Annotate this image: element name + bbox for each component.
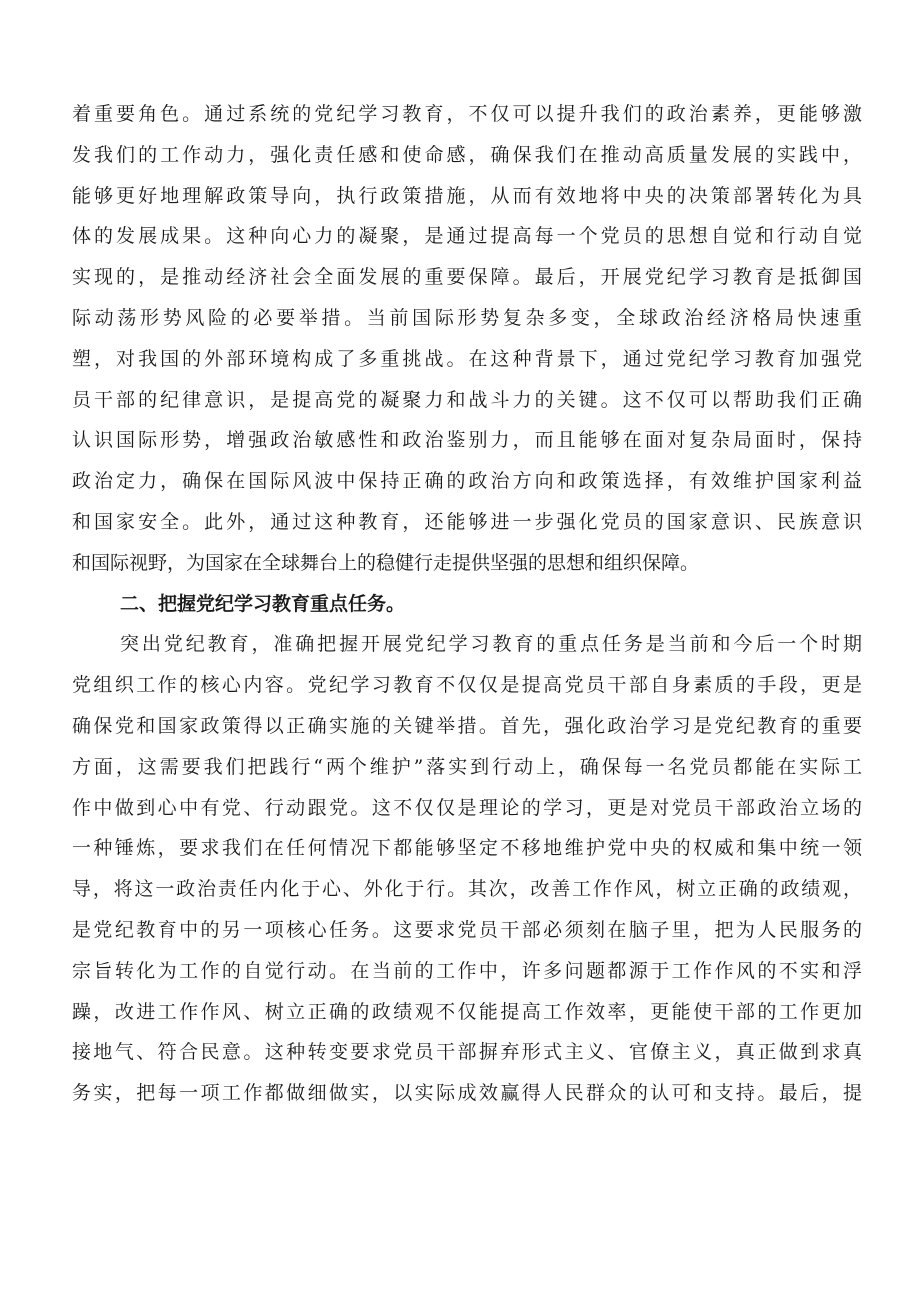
text-line: 宗旨转化为工作的自觉行动。在当前的工作中，许多问题都源于工作作风的不实和浮 [72, 959, 862, 982]
text-line: 际动荡形势风险的必要举措。当前国际形势复杂多变，全球政治经济格局快速重 [72, 306, 862, 329]
text-line: 是党纪教育中的另一项核心任务。这要求党员干部必须刻在脑子里，把为人民服务的 [72, 918, 862, 941]
paragraph-2 [72, 624, 862, 1114]
text-line: 方面，这需要我们把践行“两个维护”落实到行动上，确保每一名党员都能在实际工 [72, 755, 862, 778]
text-line: 确保党和国家政策得以正确实施的关键举措。首先，强化政治学习是党纪教育的重要 [72, 714, 862, 737]
text-line: 导，将这一政治责任内化于心、外化于行。其次，改善工作作风，树立正确的政绩观， [72, 878, 862, 901]
text-line: 一种锤炼，要求我们在任何情况下都能够坚定不移地维护党中央的权威和集中统一领 [72, 837, 862, 860]
text-line: 突出党纪教育，准确把握开展党纪学习教育的重点任务是当前和今后一个时期 [120, 633, 862, 656]
text-line: 实现的，是推动经济社会全面发展的重要保障。最后，开展党纪学习教育是抵御国 [72, 266, 862, 289]
text-line: 着重要角色。通过系统的党纪学习教育，不仅可以提升我们的政治素养，更能够激 [72, 103, 862, 125]
text-line: 和国际视野，为国家在全球舞台上的稳健行走提供坚强的思想和组织保障。 [72, 551, 700, 574]
document-body [72, 94, 862, 1114]
text-line: 作中做到心中有党、行动跟党。这不仅仅是理论的学习，更是对党员干部政治立场的 [72, 796, 862, 819]
text-line: 和国家安全。此外，通过这种教育，还能够进一步强化党员的国家意识、民族意识 [72, 510, 862, 533]
text-line: 认识国际形势，增强政治敏感性和政治鉴别力，而且能够在面对复杂局面时，保持 [72, 429, 862, 452]
text-line: 发我们的工作动力，强化责任感和使命感，确保我们在推动高质量发展的实践中， [72, 143, 862, 166]
text-line: 塑，对我国的外部环境构成了多重挑战。在这种背景下，通过党纪学习教育加强党 [72, 347, 862, 370]
text-line: 体的发展成果。这种向心力的凝聚，是通过提高每一个党员的思想自觉和行动自觉 [72, 225, 862, 248]
text-line: 员干部的纪律意识，是提高党的凝聚力和战斗力的关键。这不仅可以帮助我们正确 [72, 388, 862, 411]
text-line: 党组织工作的核心内容。党纪学习教育不仅仅是提高党员干部自身素质的手段，更是 [72, 674, 862, 697]
text-line: 躁，改进工作作风、树立正确的政绩观不仅能提高工作效率，更能使干部的工作更加 [72, 1000, 862, 1023]
paragraph-1 [72, 94, 862, 584]
text-line: 能够更好地理解政策导向，执行政策措施，从而有效地将中央的决策部署转化为具 [72, 184, 862, 207]
text-line: 务实，把每一项工作都做细做实，以实际成效赢得人民群众的认可和支持。最后，提 [72, 1082, 862, 1105]
text-line: 政治定力，确保在国际风波中保持正确的政治方向和政策选择，有效维护国家利益 [72, 470, 862, 493]
text-line: 接地气、符合民意。这种转变要求党员干部摒弃形式主义、官僚主义，真正做到求真 [72, 1041, 862, 1064]
section-heading: 二、把握党纪学习教育重点任务。 [120, 592, 406, 615]
